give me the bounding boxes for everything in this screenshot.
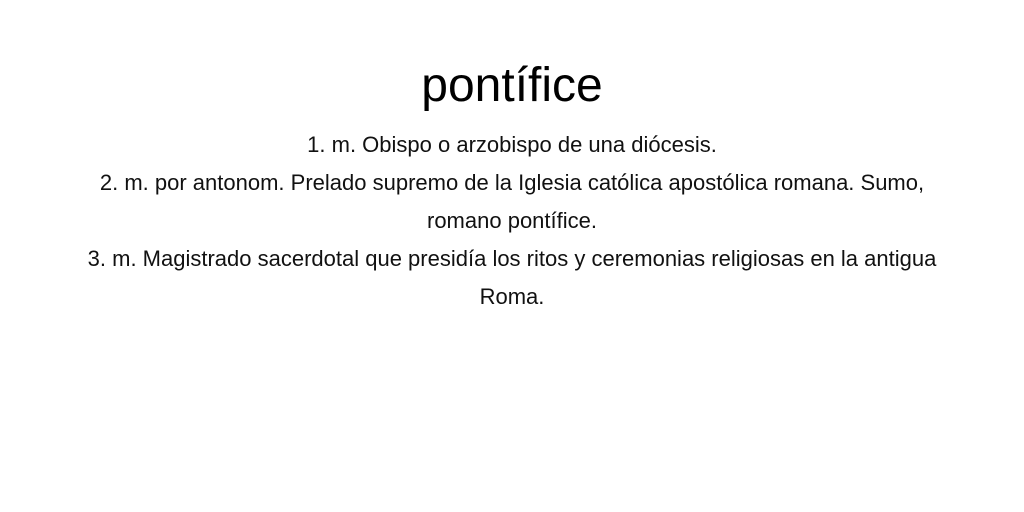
definition-item-2: 2. m. por antonom. Prelado supremo de la Iglesia católica apostólica romana. Sumo, romano pontífice.	[99, 170, 925, 233]
definition-item-1: 1. m. Obispo o arzobispo de una diócesis.	[307, 132, 717, 157]
definition-item-3: 3. m. Magistrado sacerdotal que presidía los ritos y ceremonias religiosas en la antigua Roma.	[87, 246, 937, 309]
headword: pontífice	[421, 59, 603, 112]
definition-list	[60, 126, 964, 316]
